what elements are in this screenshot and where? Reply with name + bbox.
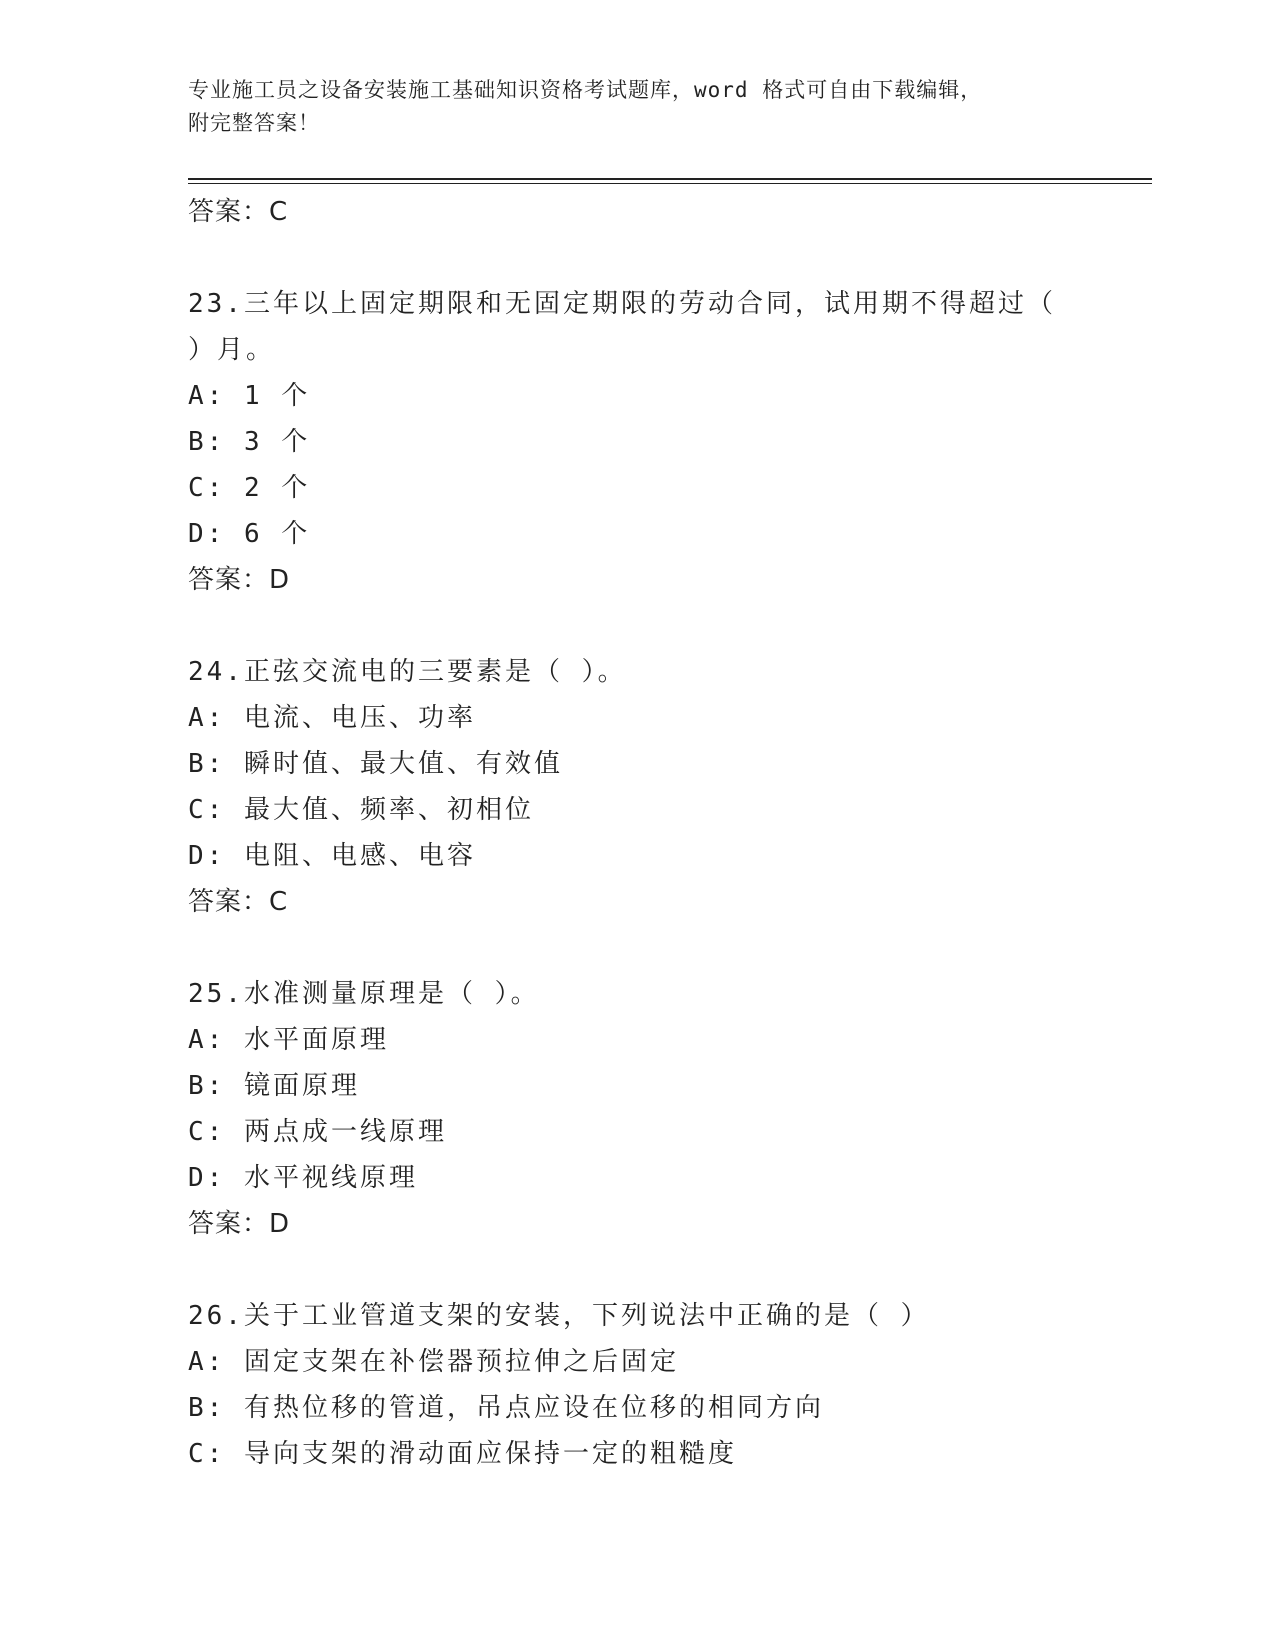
option-c: C: 导向支架的滑动面应保持一定的粗糙度 (188, 1439, 737, 1469)
option-d: D: 6 个 (188, 519, 311, 549)
spacer (188, 603, 1148, 649)
option-d: D: 水平视线原理 (188, 1163, 418, 1193)
question-stem: 23.三年以上固定期限和无固定期限的劳动合同，试用期不得超过（ (188, 289, 1056, 319)
spacer (188, 1247, 1148, 1293)
question-content (188, 189, 1148, 1477)
question-25 (188, 971, 1148, 1247)
option-c: C: 最大值、频率、初相位 (188, 795, 534, 825)
question-stem: ）月。 (188, 335, 276, 365)
answer: 答案：C (188, 887, 289, 917)
spacer (188, 925, 1148, 971)
question-23 (188, 281, 1148, 603)
option-c: C: 2 个 (188, 473, 311, 503)
question-24 (188, 649, 1148, 925)
option-b: B: 瞬时值、最大值、有效值 (188, 749, 563, 779)
option-b: B: 3 个 (188, 427, 311, 457)
option-a: A: 固定支架在补偿器预拉伸之后固定 (188, 1347, 679, 1377)
header-rule-thin (188, 183, 1152, 184)
option-a: A: 1 个 (188, 381, 311, 411)
header-line-2: 附完整答案！ (188, 111, 320, 135)
question-stem: 25.水准测量原理是（ ）。 (188, 979, 540, 1009)
header-line-1: 专业施工员之设备安装施工基础知识资格考试题库，word 格式可自由下载编辑， (188, 78, 983, 102)
spacer (188, 235, 1148, 281)
option-a: A: 电流、电压、功率 (188, 703, 476, 733)
option-c: C: 两点成一线原理 (188, 1117, 447, 1147)
header-rule-thick (188, 178, 1152, 180)
answer: 答案：D (188, 565, 291, 595)
question-stem: 24.正弦交流电的三要素是（ ）。 (188, 657, 627, 687)
answer: 答案：D (188, 1209, 291, 1239)
option-b: B: 有热位移的管道，吊点应设在位移的相同方向 (188, 1393, 824, 1423)
document-header (188, 74, 1068, 140)
option-a: A: 水平面原理 (188, 1025, 389, 1055)
option-b: B: 镜面原理 (188, 1071, 360, 1101)
question-26 (188, 1293, 1148, 1477)
option-d: D: 电阻、电感、电容 (188, 841, 476, 871)
question-stem: 26.关于工业管道支架的安装，下列说法中正确的是（ ） (188, 1301, 930, 1331)
previous-answer: 答案：C (188, 197, 289, 227)
